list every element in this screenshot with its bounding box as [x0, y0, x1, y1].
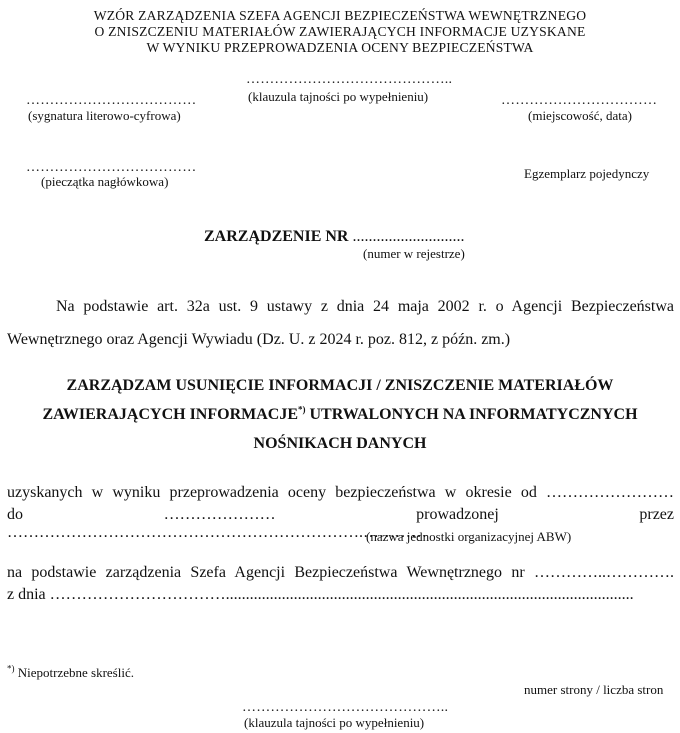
classification-bottom-label: (klauzula tajności po wypełnieniu) — [244, 715, 425, 730]
details-line-2[interactable]: do ………………… prowadzonej przez ………………………………………………………….………… — [7, 506, 674, 541]
place-date-label: (miejscowość, data) — [528, 108, 632, 123]
stamp-dots[interactable]: ……………………………… — [26, 160, 197, 175]
decision-line-2-b: UTRWALONYCH NA INFORMATYCZNYCH — [305, 406, 638, 423]
decision-line-2 — [0, 406, 680, 424]
footnote-mark: *) — [7, 663, 15, 674]
unit-label: (nazwa jednostki organizacyjnej ABW) — [366, 529, 572, 544]
header-line-2: O ZNISZCZENIU MATERIAŁÓW ZAWIERAJĄCYCH INFORMACJE UZYSKANE — [94, 24, 586, 39]
order-number-label: (numer w rejestrze) — [363, 246, 465, 261]
decision-line-2-a: ZAWIERAJĄCYCH INFORMACJE — [42, 406, 298, 423]
copy-label: Egzemplarz pojedynczy — [524, 166, 650, 181]
header-line-1: WZÓR ZARZĄDZENIA SZEFA AGENCJI BEZPIECZEŃSTWA WEWNĘTRZNEGO — [93, 8, 587, 23]
footnote — [7, 665, 134, 681]
details-line-4[interactable]: z dnia ……………………………...................................................................................................... — [7, 586, 634, 603]
decision-line-3: NOŚNIKACH DANYCH — [253, 435, 427, 452]
header-line-3: W WYNIKU PRZEPROWADZENIA OCENY BEZPIECZEŃSTWA — [146, 40, 534, 55]
signature-label: (sygnatura literowo-cyfrowa) — [28, 108, 181, 123]
classification-top-dots[interactable]: …………………………………….. — [246, 72, 453, 87]
footnote-text: Niepotrzebne skreślić. — [14, 665, 134, 680]
footnote-ref: *) — [298, 404, 306, 415]
legal-basis-line-2: Wewnętrznego oraz Agencji Wywiadu (Dz. U. z 2024 r. poz. 812, z późn. zm.) — [7, 331, 511, 348]
signature-dots[interactable]: ……………………………… — [26, 93, 197, 108]
order-number-dots[interactable]: ............................ — [352, 228, 465, 245]
legal-basis-line-1: Na podstawie art. 32a ust. 9 ustawy z dnia 24 maja 2002 r. o Agencji Bezpieczeństwa — [56, 298, 674, 315]
classification-bottom-dots[interactable]: …………………………………….. — [242, 700, 449, 715]
order-title-row — [204, 228, 464, 246]
details-line-3[interactable]: na podstawie zarządzenia Szefa Agencji Bezpieczeństwa Wewnętrznego nr …………..…………. — [7, 564, 674, 581]
place-date-dots[interactable]: …………………………… — [501, 93, 658, 108]
page-number-label: numer strony / liczba stron — [524, 682, 664, 697]
order-title: ZARZĄDZENIE NR — [204, 228, 349, 245]
stamp-label: (pieczątka nagłówkowa) — [41, 174, 169, 189]
details-line-1[interactable]: uzyskanych w wyniku przeprowadzenia oceny bezpieczeństwa w okresie od …………………… — [7, 484, 674, 501]
decision-line-1: ZARZĄDZAM USUNIĘCIE INFORMACJI / ZNISZCZENIE MATERIAŁÓW — [66, 377, 614, 394]
classification-top-label: (klauzula tajności po wypełnieniu) — [248, 89, 429, 104]
